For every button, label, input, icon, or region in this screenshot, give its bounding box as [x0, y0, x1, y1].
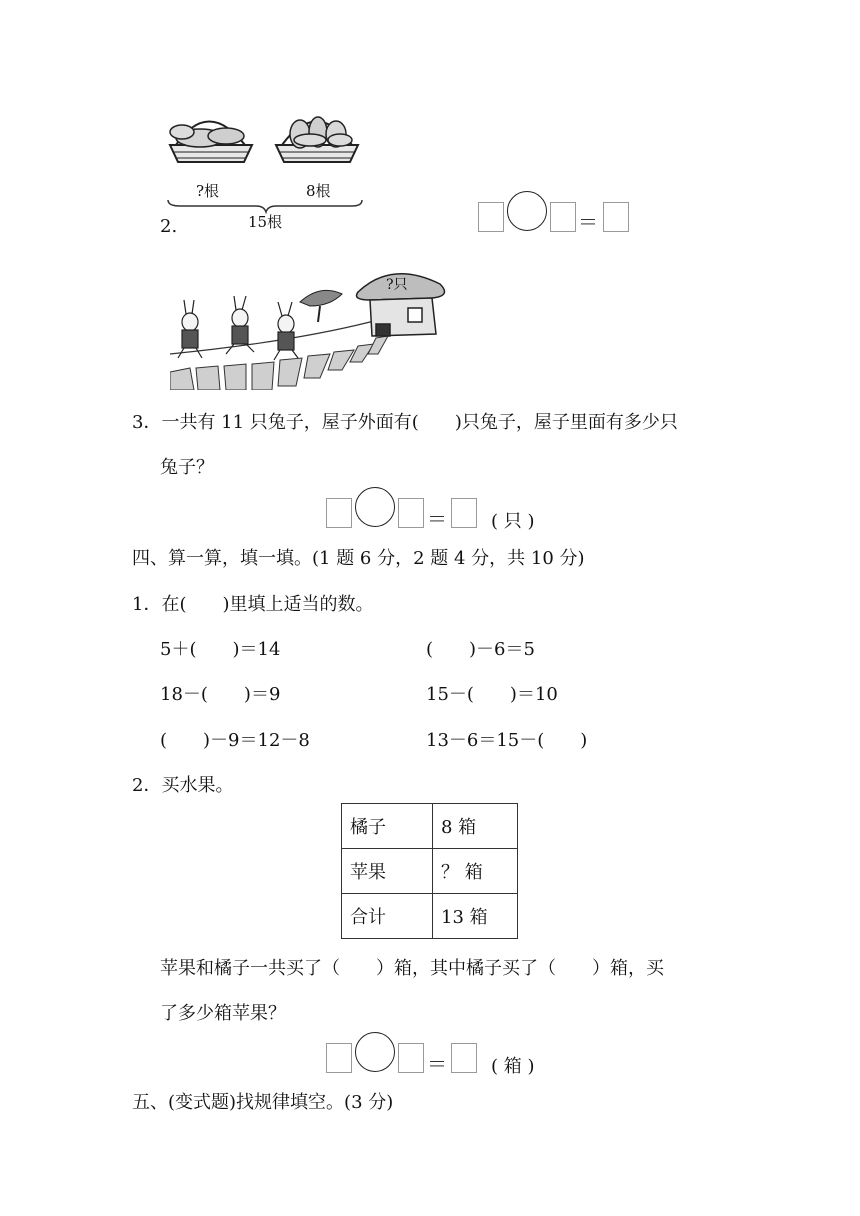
- equation-right: 15－( )＝10: [426, 684, 558, 705]
- equation-right: ( )－6＝5: [426, 639, 535, 660]
- answer-box-1[interactable]: [478, 202, 504, 232]
- answer-box-2[interactable]: [398, 1043, 424, 1073]
- table-cell-value: 8 箱: [433, 804, 518, 849]
- table-cell-item: 橘子: [342, 804, 433, 849]
- unit-label: ( 箱 ): [491, 1056, 535, 1077]
- equation-right: 13－6＝15－( ): [426, 730, 588, 751]
- table-cell-item: 苹果: [342, 849, 433, 894]
- answer-box-2[interactable]: [398, 498, 424, 528]
- equals-sign: ＝: [427, 507, 447, 531]
- table-cell-value: 13 箱: [433, 894, 518, 939]
- equation-left: ( )－9＝12－8: [160, 730, 310, 751]
- answer-box-result[interactable]: [603, 202, 629, 232]
- table-row: [342, 849, 518, 894]
- rabbit-icon: [274, 302, 298, 360]
- equals-sign: ＝: [578, 210, 598, 234]
- section-4-q1-prompt: 1．在( )里填上适当的数。: [132, 594, 374, 615]
- rabbits-house-illustration: [170, 262, 450, 390]
- operator-circle[interactable]: [355, 487, 395, 527]
- operator-circle[interactable]: [355, 1032, 395, 1072]
- section-4-title: 四、算一算，填一填。(1 题 6 分，2 题 4 分，共 10 分): [132, 548, 585, 569]
- answer-box-result[interactable]: [451, 1043, 477, 1073]
- basket-left-label: ?根: [196, 182, 220, 200]
- table-row: [342, 894, 518, 939]
- answer-box-1[interactable]: [326, 1043, 352, 1073]
- section-4-q2-prompt: 2．买水果。: [132, 775, 234, 796]
- equation-left: 18－( )＝9: [160, 684, 281, 705]
- tree-icon: [300, 290, 342, 322]
- table-cell-item: 合计: [342, 894, 433, 939]
- section-4-q2-text-line-2: 了多少箱苹果？: [160, 1003, 286, 1024]
- equals-sign: ＝: [427, 1052, 447, 1076]
- question-3-text-line-2: 兔子？: [160, 457, 214, 478]
- section-5-title: 五、(变式题)找规律填空。(3 分): [132, 1092, 394, 1113]
- answer-box-1[interactable]: [326, 498, 352, 528]
- rabbit-icon: [178, 300, 202, 358]
- section-4-q2-text-line-1: 苹果和橘子一共买了（ ）箱，其中橘子买了（ ）箱，买: [160, 958, 664, 979]
- basket-right-label: 8根: [306, 182, 331, 200]
- equation-left: 5＋( )＝14: [160, 639, 281, 660]
- operator-circle[interactable]: [507, 191, 547, 231]
- answer-box-result[interactable]: [451, 498, 477, 528]
- left-basket-icon: [170, 122, 252, 163]
- fruit-table: [341, 803, 518, 939]
- question-2-number: 2.: [160, 216, 178, 237]
- house-label: ?只: [386, 277, 408, 293]
- right-basket-icon: [276, 117, 358, 162]
- table-cell-value: ？ 箱: [433, 849, 518, 894]
- basket-total-label: 15根: [248, 213, 283, 231]
- table-row: [342, 804, 518, 849]
- unit-label: ( 只 ): [491, 511, 535, 532]
- question-3-text-line-1: 3．一共有 11 只兔子，屋子外面有( )只兔子，屋子里面有多少只: [132, 412, 678, 433]
- answer-box-2[interactable]: [550, 202, 576, 232]
